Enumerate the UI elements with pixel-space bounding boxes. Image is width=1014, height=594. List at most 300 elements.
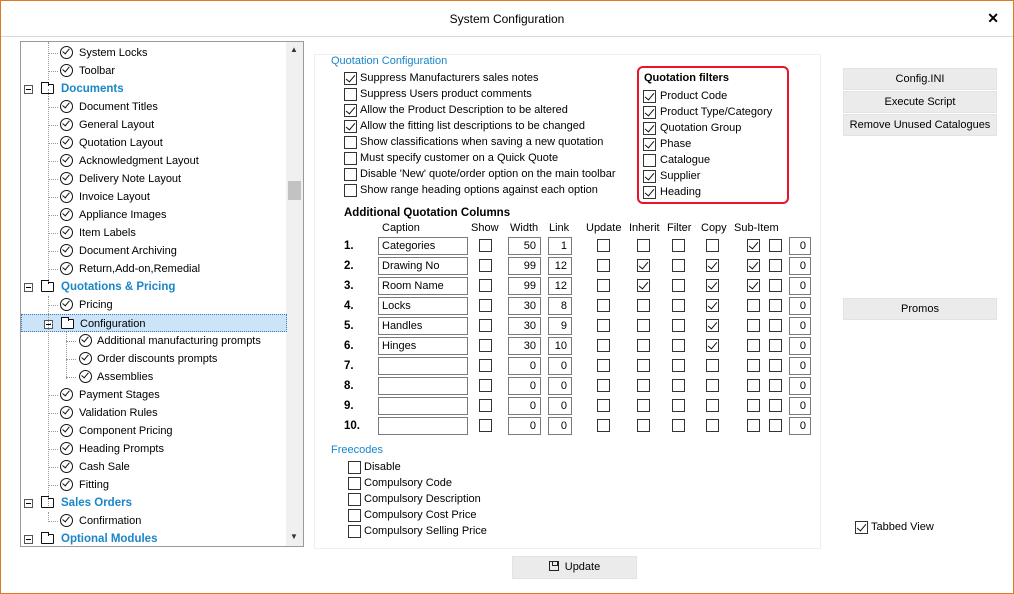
tree-item-label: Quotations & Pricing [61,281,176,293]
tree-item-label: Document Titles [79,101,158,113]
check-circle-icon [60,424,73,437]
row-number: 2. [344,260,354,272]
row-number: 9. [344,400,354,412]
tree-item[interactable] [21,206,287,224]
show-checkbox[interactable] [479,419,492,432]
tree-item[interactable] [21,170,287,188]
freecode-option[interactable] [348,508,508,524]
subitem-checkbox[interactable] [747,319,760,332]
copy-checkbox[interactable] [706,299,719,312]
option-label: Compulsory Code [364,477,453,489]
option-label: Disable 'New' quote/order option on the main toolbar [360,168,616,180]
tree-item-label: Optional Modules [61,533,158,545]
copy-checkbox[interactable] [706,239,719,252]
tree-item-label: Fitting [79,479,109,491]
link-input[interactable]: 12 [548,277,572,295]
tree-guide-line [48,107,58,108]
caption-input[interactable]: Locks [378,297,468,315]
quotation-option[interactable] [344,87,634,103]
filter-checkbox[interactable] [672,259,685,272]
tree-item-label: Documents [61,83,124,95]
row-number: 5. [344,320,354,332]
filter-option[interactable] [643,153,783,169]
tree-item-label: Heading Prompts [79,443,164,455]
tree-item[interactable] [21,350,287,368]
update-checkbox[interactable] [597,359,610,372]
inherit-checkbox[interactable] [637,419,650,432]
tree-item[interactable] [21,278,287,296]
column-header-update: Update [586,222,622,234]
tree-item[interactable] [21,224,287,242]
subitem-value-input[interactable]: 0 [789,417,811,435]
checkbox[interactable] [344,136,357,149]
tabbed-view-label: Tabbed View [871,521,934,533]
width-input[interactable]: 0 [508,417,541,435]
freecode-option[interactable] [348,524,508,540]
checkbox[interactable] [855,521,868,534]
tree-guide-line [48,53,58,54]
tree-guide-line [48,161,58,162]
freecode-option[interactable] [348,492,508,508]
checkbox[interactable] [348,525,361,538]
collapse-icon[interactable] [24,85,33,94]
caption-input[interactable] [378,377,468,395]
tree-scrollbar[interactable] [286,42,303,546]
tree-item-label: Invoice Layout [79,191,150,203]
subitem-checkbox[interactable] [747,279,760,292]
collapse-icon[interactable] [24,535,33,544]
subitem-checkbox-2[interactable] [769,339,782,352]
freecodes-title: Freecodes [331,444,383,456]
subitem-checkbox[interactable] [747,419,760,432]
width-input[interactable]: 99 [508,277,541,295]
filter-option[interactable] [643,121,783,137]
folder-icon [41,534,54,544]
checkbox[interactable] [643,154,656,167]
filter-checkbox[interactable] [672,339,685,352]
copy-checkbox[interactable] [706,339,719,352]
link-input[interactable]: 0 [548,377,572,395]
quotation-option[interactable] [344,103,634,119]
checkbox[interactable] [643,186,656,199]
checkbox[interactable] [344,88,357,101]
link-input[interactable]: 1 [548,237,572,255]
update-checkbox[interactable] [597,279,610,292]
tree-item-label: System Locks [79,47,148,59]
subitem-value-input[interactable]: 0 [789,257,811,275]
update-checkbox[interactable] [597,239,610,252]
subitem-value-input[interactable]: 0 [789,397,811,415]
column-header-link: Link [549,222,570,234]
tree-item-label: Appliance Images [79,209,167,221]
tree-item-label: Pricing [79,299,113,311]
caption-input[interactable] [378,357,468,375]
inherit-checkbox[interactable] [637,279,650,292]
checkbox[interactable] [643,138,656,151]
tree-item[interactable] [21,332,287,350]
check-circle-icon [60,100,73,113]
check-circle-icon [60,172,73,185]
width-input[interactable]: 0 [508,377,541,395]
row-number: 8. [344,380,354,392]
tree-guide-line [48,125,58,126]
tree-item[interactable] [21,314,287,332]
inherit-checkbox[interactable] [637,319,650,332]
subitem-checkbox-2[interactable] [769,359,782,372]
tree-item[interactable] [21,62,287,80]
check-circle-icon [79,334,92,347]
tree-item[interactable] [21,458,287,476]
filter-label: Quotation Group [660,122,742,134]
checkbox[interactable] [348,477,361,490]
tree-guide-line [66,377,76,378]
show-checkbox[interactable] [479,259,492,272]
copy-checkbox[interactable] [706,359,719,372]
check-circle-icon [60,118,73,131]
tabbed-view-option[interactable] [855,520,955,536]
tree-item[interactable] [21,386,287,404]
subitem-checkbox-2[interactable] [769,259,782,272]
option-label: Suppress Manufacturers sales notes [360,72,539,84]
additional-columns-title: Additional Quotation Columns [344,207,511,219]
row-number: 1. [344,240,354,252]
width-input[interactable]: 99 [508,257,541,275]
filter-label: Catalogue [660,154,711,166]
filter-checkbox[interactable] [672,379,685,392]
tree-guide-line [48,197,58,198]
show-checkbox[interactable] [479,239,492,252]
update-checkbox[interactable] [597,339,610,352]
check-circle-icon [60,226,73,239]
caption-input[interactable]: Drawing No [378,257,468,275]
tree-item[interactable] [21,440,287,458]
filter-option[interactable] [643,89,783,105]
checkbox[interactable] [643,90,656,103]
tree-guide-line [48,179,58,180]
quotation-option[interactable] [344,183,634,199]
tree-item[interactable] [21,296,287,314]
caption-input[interactable]: Room Name [378,277,468,295]
tree-item-label: Sales Orders [61,497,132,509]
subitem-value-input[interactable]: 0 [789,317,811,335]
tree-item[interactable] [21,260,287,278]
caption-input[interactable] [378,417,468,435]
tree-item-label: Item Labels [79,227,136,239]
quotation-option[interactable] [344,119,634,135]
check-circle-icon [60,190,73,203]
subitem-checkbox[interactable] [747,359,760,372]
checkbox[interactable] [344,72,357,85]
copy-checkbox[interactable] [706,399,719,412]
subitem-checkbox-2[interactable] [769,279,782,292]
subitem-value-input[interactable]: 0 [789,357,811,375]
option-label: Compulsory Cost Price [364,509,477,521]
tree-item[interactable] [21,368,287,386]
collapse-icon[interactable] [24,283,33,292]
checkbox[interactable] [344,104,357,117]
show-checkbox[interactable] [479,399,492,412]
inherit-checkbox[interactable] [637,339,650,352]
scroll-up-icon[interactable]: ▲ [290,45,298,54]
checkbox[interactable] [348,509,361,522]
inherit-checkbox[interactable] [637,259,650,272]
settings-tree [20,41,304,547]
tree-guide-line [48,431,58,432]
check-circle-icon [60,298,73,311]
check-circle-icon [60,46,73,59]
freecode-option[interactable] [348,476,508,492]
column-header-filter: Filter [667,222,692,234]
inherit-checkbox[interactable] [637,299,650,312]
tree-guide-line [48,251,58,252]
update-checkbox[interactable] [597,319,610,332]
option-label: Must specify customer on a Quick Quote [360,152,559,164]
width-input[interactable]: 50 [508,237,541,255]
subitem-checkbox[interactable] [747,379,760,392]
link-input[interactable]: 0 [548,397,572,415]
checkbox[interactable] [344,152,357,165]
caption-input[interactable]: Categories [378,237,468,255]
tree-item[interactable] [21,422,287,440]
width-input[interactable]: 30 [508,337,541,355]
option-label: Compulsory Selling Price [364,525,487,537]
tree-item-label: Order discounts prompts [97,353,218,365]
tree-item-label: Configuration [80,318,146,330]
subitem-value-input[interactable]: 0 [789,337,811,355]
subitem-checkbox-2[interactable] [769,399,782,412]
row-number: 10. [344,420,360,432]
filter-checkbox[interactable] [672,299,685,312]
quotation-option[interactable] [344,167,634,183]
quotation-option[interactable] [344,151,634,167]
check-circle-icon [60,388,73,401]
subitem-checkbox[interactable] [747,339,760,352]
copy-checkbox[interactable] [706,319,719,332]
tree-guide-line [48,485,58,486]
update-button[interactable] [512,556,637,579]
tree-item[interactable] [21,494,287,512]
check-circle-icon [60,154,73,167]
filter-checkbox[interactable] [672,319,685,332]
filter-label: Product Type/Category [660,106,773,118]
option-label: Compulsory Description [364,493,481,505]
tree-item[interactable] [21,152,287,170]
checkbox[interactable] [643,170,656,183]
tree-item-label: Validation Rules [79,407,158,419]
show-checkbox[interactable] [479,279,492,292]
tree-item-label: Acknowledgment Layout [79,155,199,167]
tree-item-label: Additional manufacturing prompts [97,335,261,347]
tree-item[interactable] [21,242,287,260]
column-header-inherit: Inherit [629,222,660,234]
quotation-option[interactable] [344,135,634,151]
link-input[interactable]: 9 [548,317,572,335]
copy-checkbox[interactable] [706,379,719,392]
filter-label: Product Code [660,90,728,102]
show-checkbox[interactable] [479,359,492,372]
tree-item[interactable] [21,188,287,206]
tree-item-label: Return,Add-on,Remedial [79,263,201,275]
subitem-checkbox-2[interactable] [769,319,782,332]
check-circle-icon [60,442,73,455]
filter-checkbox[interactable] [672,279,685,292]
filter-checkbox[interactable] [672,359,685,372]
filter-option[interactable] [643,169,783,185]
filter-checkbox[interactable] [672,399,685,412]
subitem-checkbox-2[interactable] [769,239,782,252]
link-input[interactable]: 0 [548,417,572,435]
checkbox[interactable] [344,120,357,133]
quotation-filters-box [637,66,789,204]
subitem-checkbox-2[interactable] [769,419,782,432]
update-checkbox[interactable] [597,379,610,392]
tree-guide-line [48,71,58,72]
tree-guide-line [48,395,58,396]
tree-guide-line [48,269,58,270]
option-label: Allow the Product Description to be altered [360,104,568,116]
show-checkbox[interactable] [479,299,492,312]
link-input[interactable]: 8 [548,297,572,315]
copy-checkbox[interactable] [706,419,719,432]
close-icon[interactable]: ✕ [987,10,999,26]
filter-option[interactable] [643,185,783,201]
tree-guide-line [48,521,58,522]
subitem-checkbox[interactable] [747,239,760,252]
scrollbar-thumb[interactable] [288,181,301,200]
tree-guide-line [48,467,58,468]
subitem-value-input[interactable]: 0 [789,277,811,295]
filter-label: Supplier [660,170,701,182]
tree-item-label: Assemblies [97,371,154,383]
caption-input[interactable]: Handles [378,317,468,335]
save-icon [549,561,559,571]
filter-label: Phase [660,138,692,150]
update-checkbox[interactable] [597,399,610,412]
collapse-icon[interactable] [24,499,33,508]
tree-guide-line [48,296,49,506]
column-header-show: Show [471,222,499,234]
tree-item[interactable] [21,476,287,494]
checkbox[interactable] [348,461,361,474]
caption-input[interactable]: Hinges [378,337,468,355]
check-circle-icon [60,136,73,149]
tree-item[interactable] [21,134,287,152]
tree-guide-line [48,323,53,324]
checkbox[interactable] [643,106,656,119]
checkbox[interactable] [643,122,656,135]
tree-item-label: Document Archiving [79,245,177,257]
copy-checkbox[interactable] [706,259,719,272]
inherit-checkbox[interactable] [637,239,650,252]
freecode-option[interactable] [348,460,508,476]
scroll-down-icon[interactable]: ▼ [290,532,298,541]
width-input[interactable]: 30 [508,317,541,335]
show-checkbox[interactable] [479,319,492,332]
tree-item[interactable] [21,80,287,98]
column-header-subitem: Sub-Item [734,222,779,234]
tree-item-label: Quotation Layout [79,137,163,149]
checkbox[interactable] [348,493,361,506]
check-circle-icon [60,64,73,77]
link-input[interactable]: 10 [548,337,572,355]
filter-option[interactable] [643,105,783,121]
folder-icon [61,319,74,329]
subitem-checkbox-2[interactable] [769,379,782,392]
tree-item[interactable] [21,404,287,422]
filter-label: Heading [660,186,701,198]
tree-guide-line [66,332,67,379]
window-title: System Configuration [449,12,565,26]
config-ini-button[interactable]: Config.INI [843,68,997,90]
subitem-checkbox[interactable] [747,299,760,312]
filter-checkbox[interactable] [672,239,685,252]
inherit-checkbox[interactable] [637,379,650,392]
row-number: 7. [344,360,354,372]
option-label: Allow the fitting list descriptions to be changed [360,120,586,132]
link-input[interactable]: 12 [548,257,572,275]
tree-item[interactable] [21,512,287,530]
width-input[interactable]: 0 [508,357,541,375]
caption-input[interactable] [378,397,468,415]
tree-item[interactable] [21,530,287,547]
check-circle-icon [60,208,73,221]
check-circle-icon [79,370,92,383]
tree-guide-line [48,233,58,234]
tree-item[interactable] [21,116,287,134]
width-input[interactable]: 0 [508,397,541,415]
copy-checkbox[interactable] [706,279,719,292]
update-checkbox[interactable] [597,299,610,312]
tree-guide-line [48,215,58,216]
column-header-width: Width [510,222,539,234]
subitem-value-input[interactable]: 0 [789,377,811,395]
inherit-checkbox[interactable] [637,359,650,372]
inherit-checkbox[interactable] [637,399,650,412]
subitem-value-input[interactable]: 0 [789,237,811,255]
subitem-value-input[interactable]: 0 [789,297,811,315]
row-number: 6. [344,340,354,352]
filters-title: Quotation filters [644,72,729,84]
execute-script-button[interactable]: Execute Script [843,91,997,113]
tree-item[interactable] [21,98,287,116]
filter-option[interactable] [643,137,783,153]
tree-item[interactable] [21,44,287,62]
tree-guide-line [48,449,58,450]
tree-guide-line [48,305,58,306]
checkbox[interactable] [344,184,357,197]
checkbox[interactable] [344,168,357,181]
option-label: Show range heading options against each option [360,184,598,196]
subitem-checkbox[interactable] [747,399,760,412]
promos-button[interactable]: Promos [843,298,997,320]
row-number: 4. [344,300,354,312]
show-checkbox[interactable] [479,339,492,352]
width-input[interactable]: 30 [508,297,541,315]
link-input[interactable]: 0 [548,357,572,375]
check-circle-icon [60,514,73,527]
remove-unused-catalogues-button[interactable]: Remove Unused Catalogues [843,114,997,136]
update-checkbox[interactable] [597,419,610,432]
subitem-checkbox[interactable] [747,259,760,272]
tree-item-label: Cash Sale [79,461,130,473]
show-checkbox[interactable] [479,379,492,392]
row-number: 3. [344,280,354,292]
update-checkbox[interactable] [597,259,610,272]
subitem-checkbox-2[interactable] [769,299,782,312]
filter-checkbox[interactable] [672,419,685,432]
quotation-option[interactable] [344,71,634,87]
option-label: Show classifications when saving a new quotation [360,136,604,148]
